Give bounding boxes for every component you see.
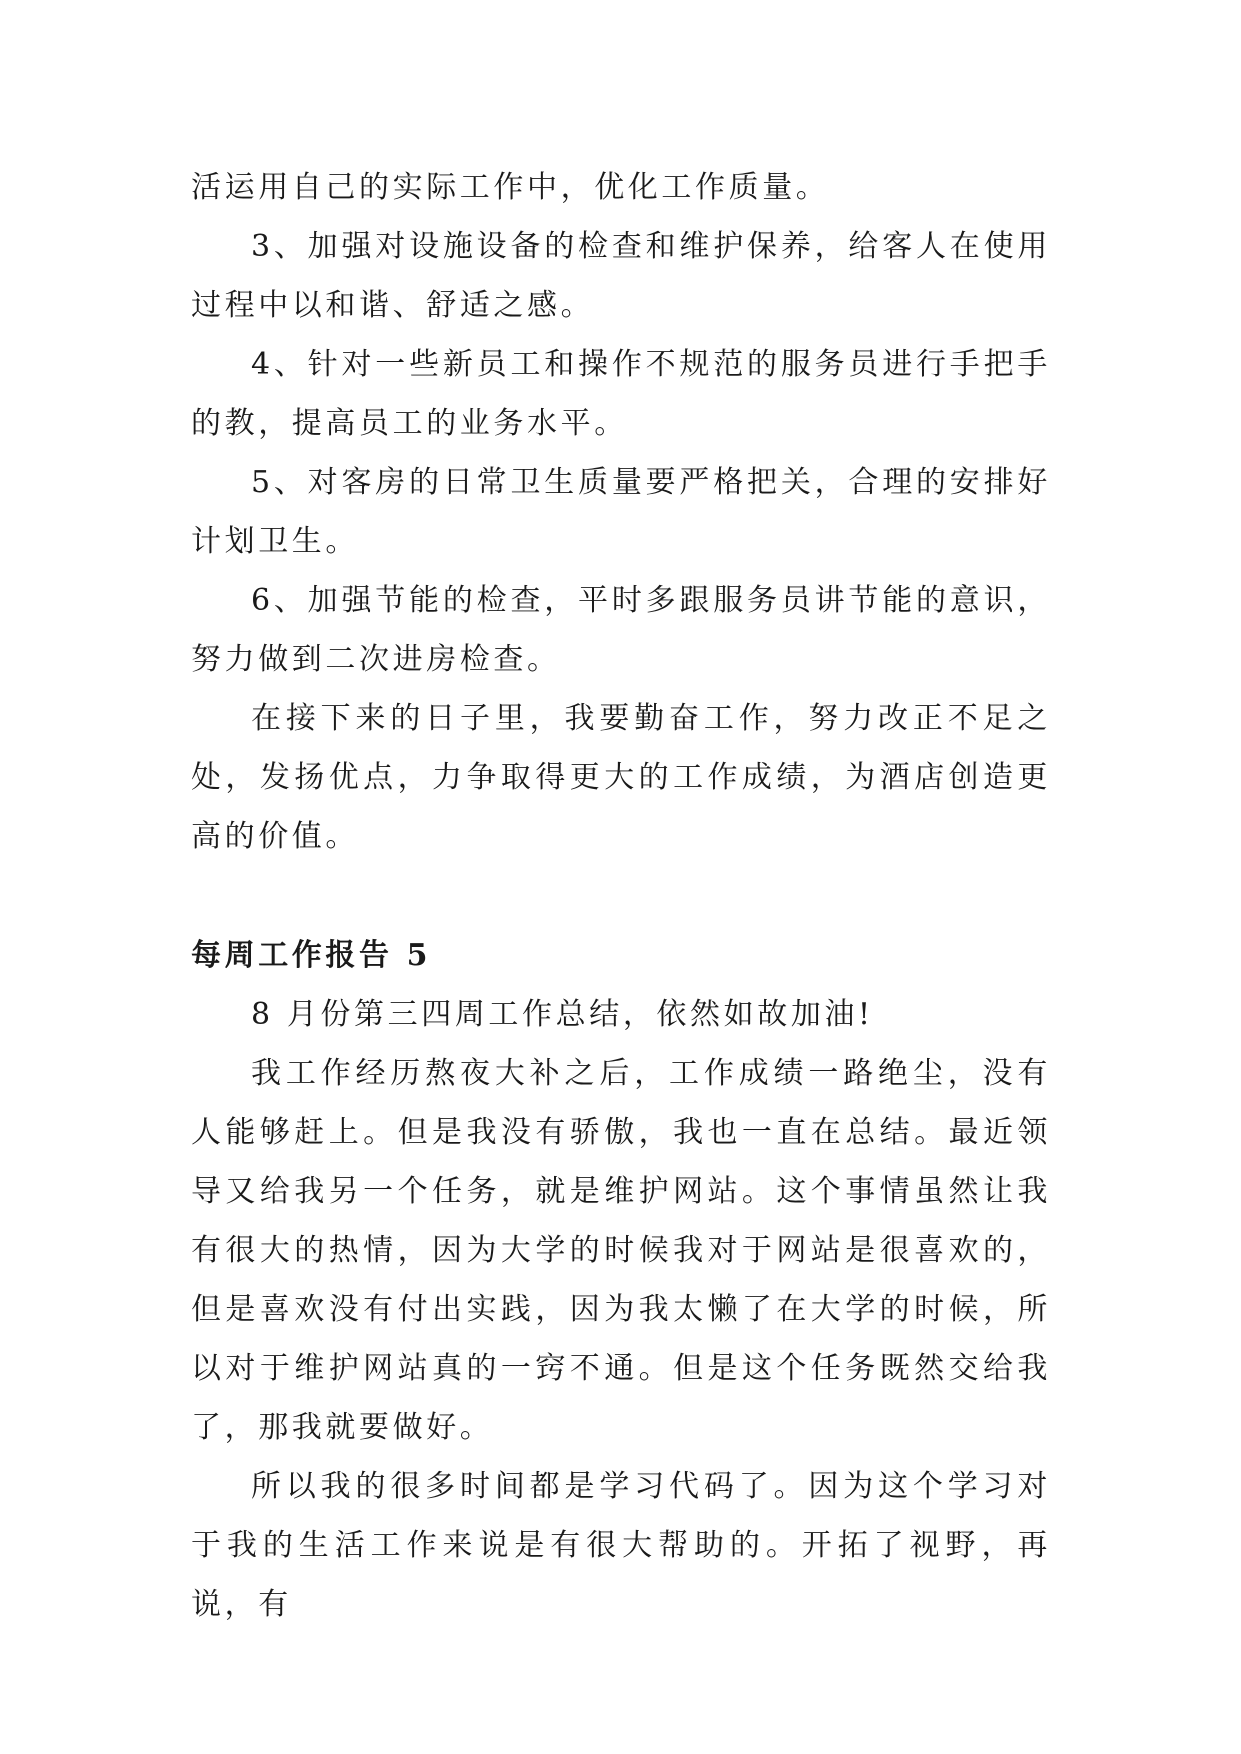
paragraph: 我工作经历熬夜大补之后，工作成绩一路绝尘，没有人能够赶上。但是我没有骄傲，我也一直在总结。最近领导又给我另一个任务，就是维护网站。这个事情虽然让我有很大的热情，因为大学的时候我对于网站是很喜欢的，但是喜欢没有付出实践，因为我太懒了在大学的时候，所以对于维护网站真的一窍不通。但是这个任务既然交给我了，那我就要做好。: [191, 1056, 1051, 1445]
paragraph: 5、对客房的日常卫生质量要严格把关，合理的安排好计划卫生。: [191, 465, 1051, 559]
section-title: 每周工作报告 5: [191, 938, 432, 973]
paragraph: 4、针对一些新员工和操作不规范的服务员进行手把手的教，提高员工的业务水平。: [191, 347, 1051, 441]
paragraph: 活运用自己的实际工作中，优化工作质量。: [191, 170, 830, 205]
paragraph: 3、加强对设施设备的检查和维护保养，给客人在使用过程中以和谐、舒适之感。: [191, 229, 1051, 323]
paragraph: 8 月份第三四周工作总结，依然如故加油!: [251, 997, 874, 1032]
paragraph: 所以我的很多时间都是学习代码了。因为这个学习对于我的生活工作来说是有很大帮助的。开拓了视野，再说，有: [191, 1469, 1051, 1622]
document-page: [191, 158, 1051, 1634]
paragraph: 在接下来的日子里，我要勤奋工作，努力改正不足之处，发扬优点，力争取得更大的工作成绩，为酒店创造更高的价值。: [191, 701, 1051, 854]
paragraph: 6、加强节能的检查，平时多跟服务员讲节能的意识，努力做到二次进房检查。: [191, 583, 1051, 677]
